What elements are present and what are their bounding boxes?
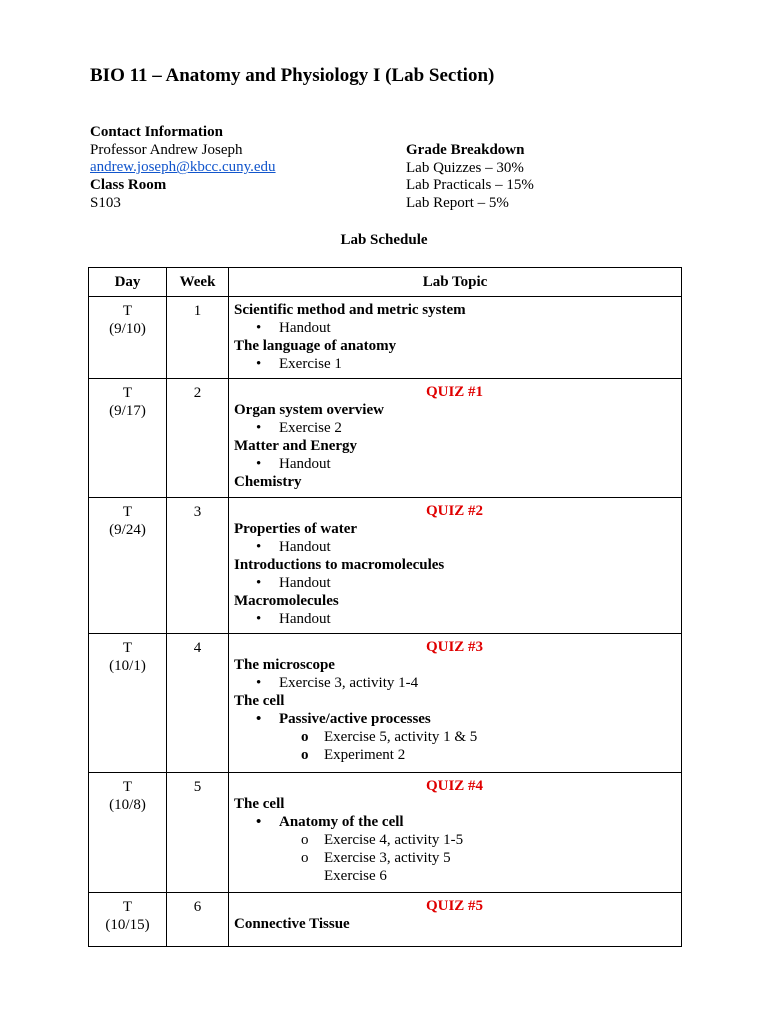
topic-heading: The language of anatomy — [234, 338, 397, 354]
day-date: (9/17) — [109, 403, 146, 419]
sub-bullet-item: o Exercise 5, activity 1 & 5 — [234, 728, 675, 746]
day-letter: T — [122, 899, 133, 915]
grade-item: Lab Practicals – 15% — [406, 177, 534, 194]
topic-heading: Macromolecules — [234, 593, 339, 609]
topic-heading: The cell — [234, 796, 285, 812]
grade-item: Lab Report – 5% — [406, 195, 509, 212]
topic-heading: Chemistry — [234, 474, 302, 490]
classroom-value: S103 — [90, 194, 121, 211]
day-cell — [89, 379, 167, 498]
week-cell: 1 — [167, 297, 229, 379]
bullet-item: • Handout — [234, 455, 675, 473]
quiz-label: QUIZ #5 — [425, 898, 484, 914]
bullet-item: • Handout — [234, 319, 675, 337]
quiz-label: QUIZ #2 — [425, 503, 484, 519]
topic-heading: Connective Tissue — [234, 916, 350, 932]
grade-breakdown — [406, 141, 534, 212]
week-cell: 5 — [167, 773, 229, 893]
table-row — [89, 498, 682, 634]
bullet-item: • Anatomy of the cell — [234, 813, 675, 831]
table-row — [89, 297, 682, 379]
header-week: Week — [167, 268, 229, 297]
grade-item: Lab Quizzes – 30% — [406, 159, 524, 176]
bullet-item: • Exercise 1 — [234, 355, 675, 373]
topic-cell — [229, 379, 682, 498]
sub-bullet-item: o Exercise 4, activity 1-5 — [234, 831, 675, 849]
topic-heading: Introductions to macromolecules — [234, 557, 445, 573]
bullet-item: • Passive/active processes — [234, 710, 675, 728]
contact-heading: Contact Information — [90, 124, 223, 140]
week-cell: 3 — [167, 498, 229, 634]
day-letter: T — [122, 385, 133, 401]
quiz-label: QUIZ #1 — [425, 384, 484, 400]
sub-bullet-item: o Exercise 3, activity 5 — [234, 849, 675, 867]
day-letter: T — [122, 779, 133, 795]
email-link[interactable]: andrew.joseph@kbcc.cuny.edu — [90, 159, 276, 176]
grade-heading: Grade Breakdown — [406, 142, 525, 158]
day-date: (10/15) — [105, 917, 150, 933]
table-row — [89, 773, 682, 893]
header-topic: Lab Topic — [229, 268, 682, 297]
table-header-row — [89, 268, 682, 297]
sub-bullet-item: Exercise 6 — [324, 868, 387, 884]
quiz-label: QUIZ #4 — [425, 778, 484, 794]
week-cell: 4 — [167, 634, 229, 773]
document-title: BIO 11 – Anatomy and Physiology I (Lab Section) — [90, 65, 495, 86]
lab-schedule-table — [88, 267, 682, 947]
topic-cell — [229, 498, 682, 634]
day-date: (9/10) — [109, 321, 146, 337]
topic-cell — [229, 297, 682, 379]
schedule-title: Lab Schedule — [340, 232, 428, 248]
bullet-item: • Exercise 2 — [234, 419, 675, 437]
week-cell: 6 — [167, 893, 229, 947]
table-row — [89, 893, 682, 947]
topic-heading: The cell — [234, 693, 285, 709]
bullet-item: • Handout — [234, 574, 675, 592]
week-cell: 2 — [167, 379, 229, 498]
topic-cell — [229, 893, 682, 947]
bullet-item: • Handout — [234, 538, 675, 556]
professor-name: Professor Andrew Joseph — [90, 141, 243, 158]
day-date: (10/8) — [109, 797, 146, 813]
day-date: (10/1) — [109, 658, 146, 674]
classroom-label: Class Room — [90, 177, 167, 194]
topic-cell — [229, 773, 682, 893]
day-letter: T — [122, 504, 133, 520]
day-cell — [89, 634, 167, 773]
day-cell — [89, 893, 167, 947]
day-date: (9/24) — [109, 522, 146, 538]
table-row — [89, 379, 682, 498]
quiz-label: QUIZ #3 — [425, 639, 484, 655]
contact-info — [90, 123, 276, 211]
day-cell — [89, 498, 167, 634]
topic-heading: Organ system overview — [234, 402, 384, 418]
bullet-item: • Handout — [234, 610, 675, 628]
header-day: Day — [89, 268, 167, 297]
topic-heading: The microscope — [234, 657, 335, 673]
topic-heading: Properties of water — [234, 521, 358, 537]
day-cell — [89, 773, 167, 893]
day-cell — [89, 297, 167, 379]
bullet-item: • Exercise 3, activity 1-4 — [234, 674, 675, 692]
topic-heading: Scientific method and metric system — [234, 302, 466, 318]
sub-bullet-item: o Experiment 2 — [234, 746, 675, 764]
table-row — [89, 634, 682, 773]
topic-cell — [229, 634, 682, 773]
day-letter: T — [122, 640, 133, 656]
topic-heading: Matter and Energy — [234, 438, 358, 454]
day-letter: T — [122, 303, 133, 319]
